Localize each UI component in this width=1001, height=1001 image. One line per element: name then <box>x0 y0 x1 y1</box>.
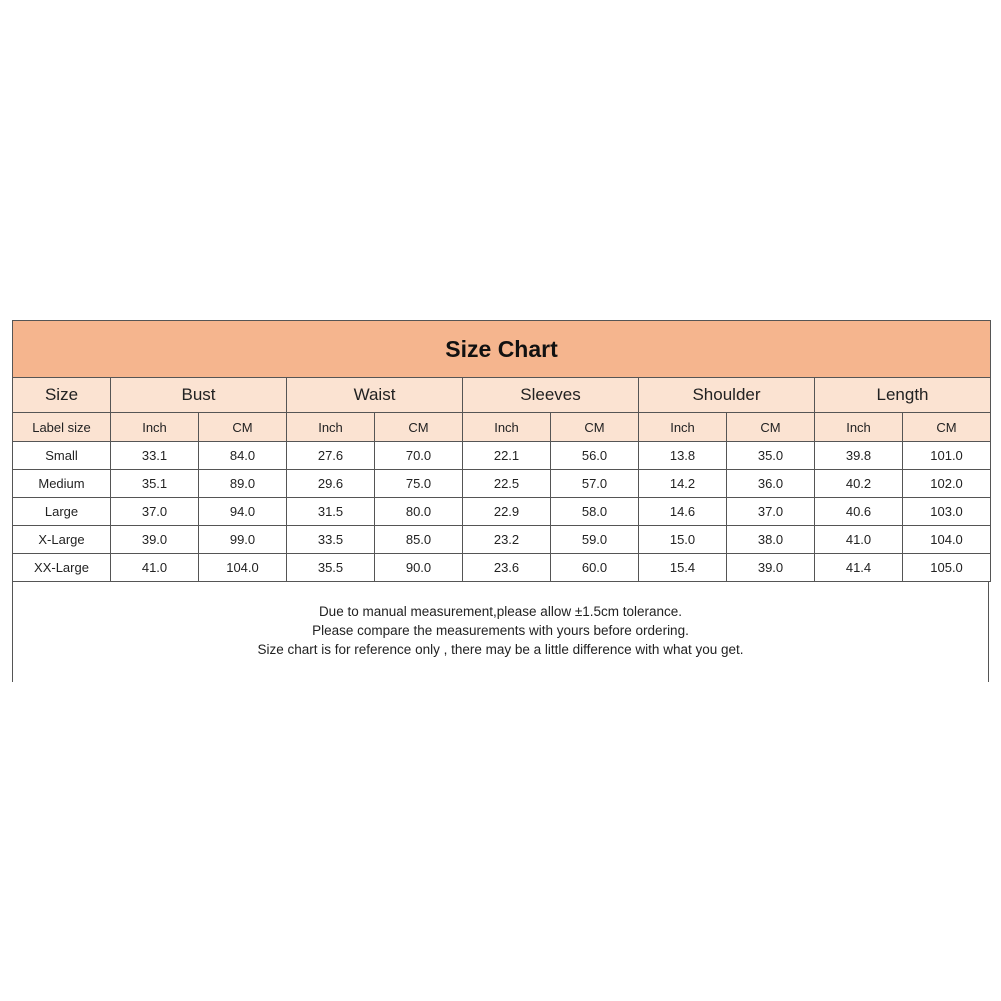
size-table <box>12 320 991 582</box>
unit-header-sleeves-cm: CM <box>551 413 639 442</box>
table-cell: 85.0 <box>375 526 463 554</box>
table-cell: 22.1 <box>463 442 551 470</box>
table-cell: 23.2 <box>463 526 551 554</box>
unit-header-waist-cm: CM <box>375 413 463 442</box>
group-header-length: Length <box>815 378 991 413</box>
table-cell: 103.0 <box>903 498 991 526</box>
table-cell: 90.0 <box>375 554 463 582</box>
unit-header-shoulder-inch: Inch <box>639 413 727 442</box>
table-cell: 57.0 <box>551 470 639 498</box>
notes <box>13 602 988 659</box>
table-cell: 15.4 <box>639 554 727 582</box>
unit-header-sleeves-inch: Inch <box>463 413 551 442</box>
unit-header-length-cm: CM <box>903 413 991 442</box>
table-cell: 22.9 <box>463 498 551 526</box>
table-cell: 40.2 <box>815 470 903 498</box>
table-row <box>13 554 991 582</box>
table-row <box>13 526 991 554</box>
table-cell: 39.8 <box>815 442 903 470</box>
unit-header-bust-cm: CM <box>199 413 287 442</box>
table-cell: 58.0 <box>551 498 639 526</box>
table-cell: 84.0 <box>199 442 287 470</box>
table-cell: 13.8 <box>639 442 727 470</box>
row-label: Large <box>13 498 111 526</box>
table-cell: 80.0 <box>375 498 463 526</box>
table-cell: 70.0 <box>375 442 463 470</box>
table-cell: 33.1 <box>111 442 199 470</box>
table-cell: 35.0 <box>727 442 815 470</box>
table-cell: 36.0 <box>727 470 815 498</box>
table-row <box>13 442 991 470</box>
label-size-header: Label size <box>13 413 111 442</box>
table-cell: 56.0 <box>551 442 639 470</box>
table-cell: 27.6 <box>287 442 375 470</box>
table-cell: 60.0 <box>551 554 639 582</box>
table-cell: 99.0 <box>199 526 287 554</box>
table-cell: 22.5 <box>463 470 551 498</box>
table-cell: 23.6 <box>463 554 551 582</box>
table-cell: 14.2 <box>639 470 727 498</box>
table-cell: 35.5 <box>287 554 375 582</box>
note-line: Size chart is for reference only , there may be a little difference with what you get. <box>257 642 744 657</box>
size-chart <box>12 320 989 682</box>
table-cell: 15.0 <box>639 526 727 554</box>
unit-header-row <box>13 413 991 442</box>
table-cell: 94.0 <box>199 498 287 526</box>
table-cell: 104.0 <box>903 526 991 554</box>
table-cell: 41.4 <box>815 554 903 582</box>
table-cell: 104.0 <box>199 554 287 582</box>
row-label: X-Large <box>13 526 111 554</box>
table-cell: 101.0 <box>903 442 991 470</box>
unit-header-shoulder-cm: CM <box>727 413 815 442</box>
unit-header-bust-inch: Inch <box>111 413 199 442</box>
note-line: Due to manual measurement,please allow ±1.5cm tolerance. <box>318 604 683 619</box>
size-header: Size <box>13 378 111 413</box>
table-cell: 39.0 <box>727 554 815 582</box>
title-row <box>13 321 991 378</box>
group-header-row <box>13 378 991 413</box>
table-cell: 35.1 <box>111 470 199 498</box>
table-cell: 39.0 <box>111 526 199 554</box>
table-cell: 105.0 <box>903 554 991 582</box>
table-row <box>13 470 991 498</box>
group-header-shoulder: Shoulder <box>639 378 815 413</box>
note-line: Please compare the measurements with yours before ordering. <box>312 623 689 638</box>
row-label: Small <box>13 442 111 470</box>
table-row <box>13 498 991 526</box>
table-cell: 59.0 <box>551 526 639 554</box>
table-cell: 41.0 <box>111 554 199 582</box>
unit-header-length-inch: Inch <box>815 413 903 442</box>
table-cell: 29.6 <box>287 470 375 498</box>
table-cell: 37.0 <box>727 498 815 526</box>
group-header-waist: Waist <box>287 378 463 413</box>
table-cell: 75.0 <box>375 470 463 498</box>
table-cell: 38.0 <box>727 526 815 554</box>
row-label: XX-Large <box>13 554 111 582</box>
table-cell: 31.5 <box>287 498 375 526</box>
table-cell: 33.5 <box>287 526 375 554</box>
chart-title: Size Chart <box>13 321 991 378</box>
table-cell: 89.0 <box>199 470 287 498</box>
row-label: Medium <box>13 470 111 498</box>
group-header-sleeves: Sleeves <box>463 378 639 413</box>
table-cell: 40.6 <box>815 498 903 526</box>
group-header-bust: Bust <box>111 378 287 413</box>
table-cell: 14.6 <box>639 498 727 526</box>
table-cell: 37.0 <box>111 498 199 526</box>
table-cell: 102.0 <box>903 470 991 498</box>
table-cell: 41.0 <box>815 526 903 554</box>
unit-header-waist-inch: Inch <box>287 413 375 442</box>
